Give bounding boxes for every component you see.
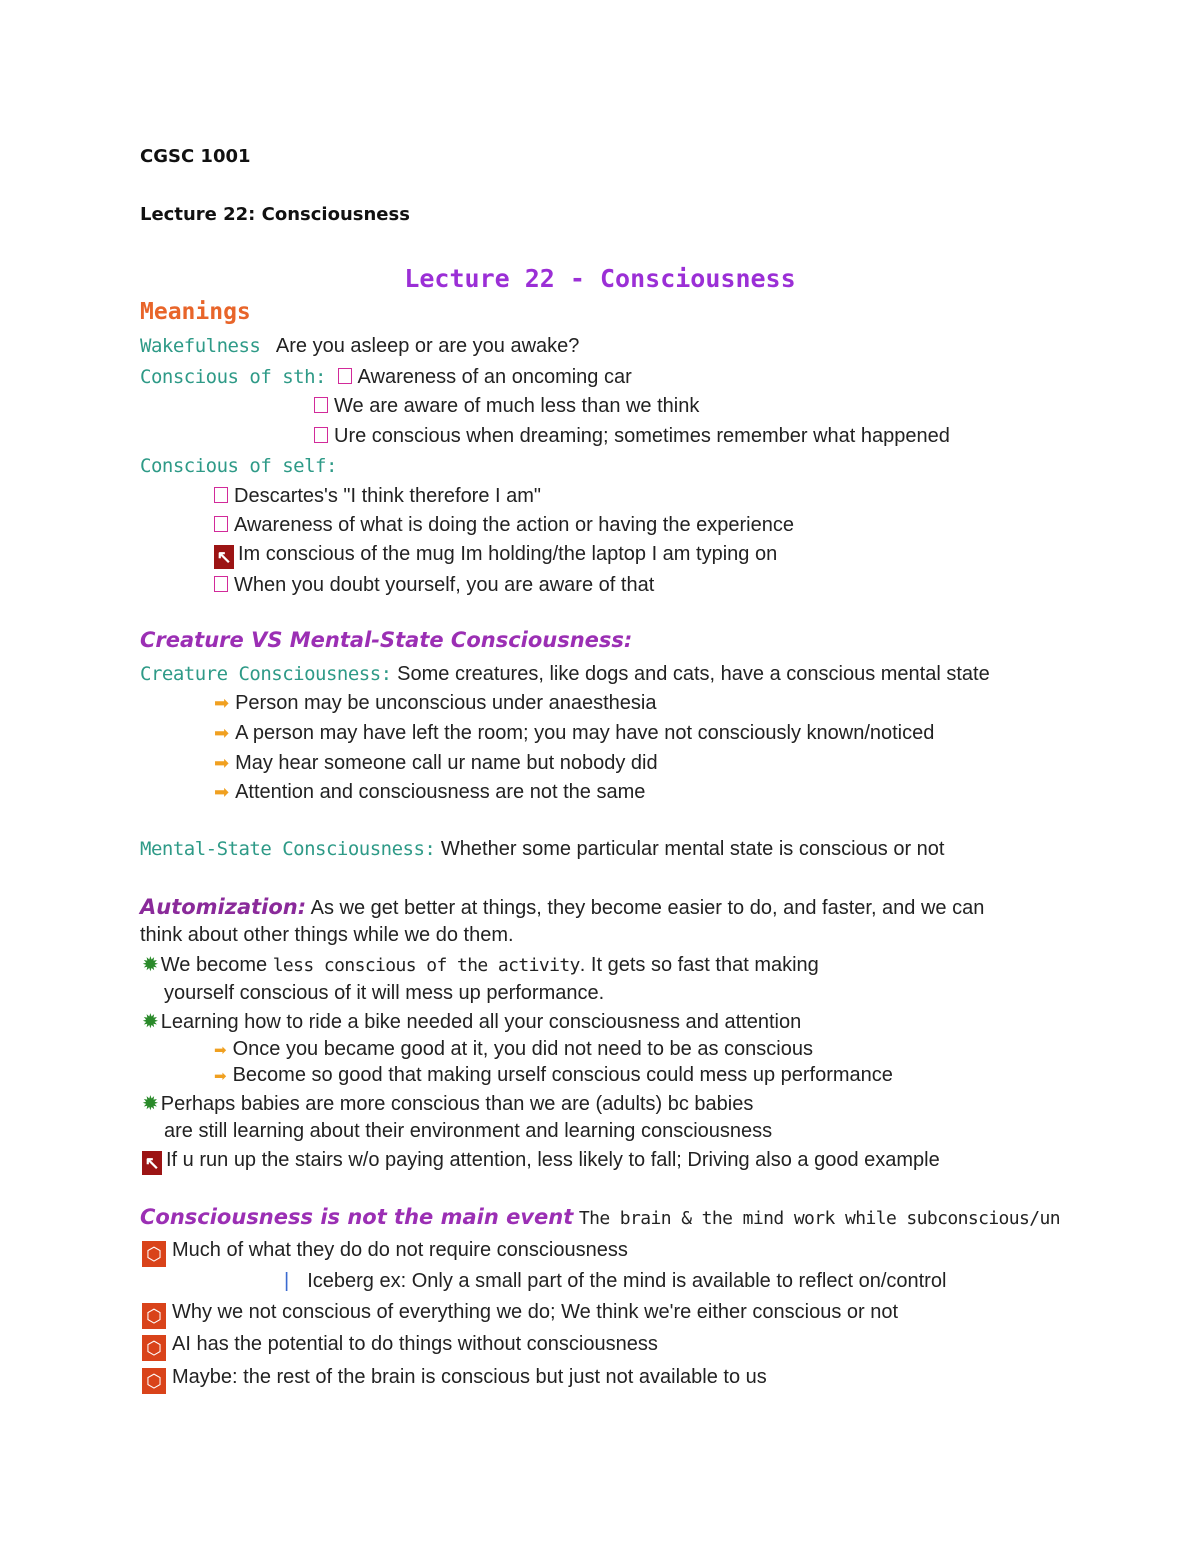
star-item-continued: yourself conscious of it will mess up performance. — [164, 982, 605, 1004]
iceberg-text: Iceberg ex: Only a small part of the mind is available to reflect on/control — [307, 1270, 947, 1292]
automization-intro: As we get better at things, they become easier to do, and faster, and we can — [310, 897, 985, 919]
creature-heading: Creature VS Mental-State Consciousness: — [140, 628, 633, 652]
arrow-icon: ➡ — [214, 723, 230, 743]
creature-item-text: May hear someone call ur name but nobody did — [235, 752, 658, 774]
hexagon-icon: ⬡ — [142, 1335, 166, 1361]
meanings-heading: Meanings — [140, 299, 251, 325]
sth-item-line — [314, 424, 950, 448]
self-item: When you doubt yourself, you are aware of that — [234, 574, 655, 596]
creature-item — [214, 721, 934, 745]
hexagon-icon: ⬡ — [142, 1368, 166, 1394]
creature-label: Creature Consciousness: — [140, 663, 392, 685]
star-item-text: We become — [160, 954, 268, 976]
self-item-line — [214, 484, 541, 508]
subitem-text: Become so good that making urself conscious could mess up performance — [232, 1064, 893, 1086]
star-item-emphasis: less conscious of the activity — [272, 955, 580, 976]
k-flag-item-text: If u run up the stairs w/o paying attention, less likely to fall; Driving also a good example — [166, 1149, 940, 1171]
creature-text: Some creatures, like dogs and cats, have a conscious mental state — [397, 663, 990, 685]
self-item-line — [214, 573, 654, 597]
star-icon: ✹ — [142, 1093, 159, 1115]
hex-item — [142, 1300, 898, 1329]
main-event-heading: Consciousness is not the main event — [140, 1205, 574, 1229]
conscious-self-label: Conscious of self: — [140, 455, 337, 477]
hex-item — [142, 1238, 628, 1267]
wakefulness-line — [140, 334, 579, 358]
automization-subitem — [214, 1037, 813, 1063]
star-item — [142, 1092, 753, 1116]
arrow-icon: ➡ — [214, 1042, 227, 1059]
creature-item — [214, 691, 656, 715]
self-item: Descartes's "I think therefore I am" — [234, 485, 542, 507]
conscious-sth-label: Conscious of sth: — [140, 366, 326, 388]
lecture-subtitle: Lecture 22: Consciousness — [140, 204, 410, 225]
mental-state-label: Mental-State Consciousness: — [140, 838, 436, 860]
conscious-sth-line — [140, 365, 632, 389]
hex-item — [142, 1332, 658, 1361]
checkbox-icon — [314, 397, 328, 413]
bar-icon: | — [284, 1270, 290, 1292]
creature-item — [214, 780, 645, 804]
k-flag-icon: ↖ — [142, 1151, 162, 1175]
checkbox-icon — [214, 487, 228, 503]
wakefulness-text: Are you asleep or are you awake? — [275, 335, 580, 357]
hex-item-text: Much of what they do do not require consciousness — [172, 1239, 628, 1261]
sth-item: Ure conscious when dreaming; sometimes remember what happened — [334, 425, 950, 447]
sth-item-line — [314, 394, 699, 418]
automization-line — [140, 895, 984, 920]
star-item — [142, 953, 819, 978]
star-item — [142, 1010, 801, 1034]
automization-subitem — [214, 1063, 893, 1089]
main-event-text: The brain & the mind work while subconscious/un — [578, 1208, 1060, 1229]
subitem-text: Once you became good at it, you did not need to be as conscious — [232, 1038, 813, 1060]
star-item-text: Learning how to ride a bike needed all your consciousness and attention — [160, 1011, 802, 1033]
arrow-icon: ➡ — [214, 753, 230, 773]
creature-item-text: Attention and consciousness are not the same — [235, 781, 646, 803]
self-item-line — [214, 513, 794, 537]
main-event-line — [140, 1205, 1060, 1231]
creature-line — [140, 662, 990, 686]
creature-item — [214, 751, 658, 775]
hex-item-text: AI has the potential to do things without consciousness — [172, 1333, 658, 1355]
arrow-icon: ➡ — [214, 1068, 227, 1085]
star-icon: ✹ — [142, 954, 159, 976]
star-item-continued: are still learning about their environment and learning consciousness — [164, 1120, 773, 1142]
sth-item: Awareness of an oncoming car — [357, 366, 632, 388]
arrow-icon: ➡ — [214, 782, 230, 802]
automization-intro-2: think about other things while we do them. — [140, 924, 514, 946]
hexagon-icon: ⬡ — [142, 1241, 166, 1267]
k-flag-icon: ↖ — [214, 545, 234, 569]
mental-state-line — [140, 837, 944, 861]
hex-item-text: Maybe: the rest of the brain is conscious but just not available to us — [172, 1366, 767, 1388]
checkbox-icon — [214, 516, 228, 532]
arrow-icon: ➡ — [214, 693, 230, 713]
sth-item: We are aware of much less than we think — [334, 395, 700, 417]
self-item-line — [214, 542, 777, 569]
mental-state-text: Whether some particular mental state is conscious or not — [440, 838, 945, 860]
k-flag-item — [142, 1148, 940, 1175]
hex-item-text: Why we not conscious of everything we do; We think we're either conscious or not — [172, 1301, 899, 1323]
checkbox-icon — [338, 368, 352, 384]
star-icon: ✹ — [142, 1011, 159, 1033]
creature-item-text: A person may have left the room; you may have not consciously known/noticed — [235, 722, 935, 744]
hexagon-icon: ⬡ — [142, 1303, 166, 1329]
checkbox-icon — [214, 576, 228, 592]
creature-item-text: Person may be unconscious under anaesthesia — [235, 692, 657, 714]
hex-item — [142, 1365, 767, 1394]
wakefulness-label: Wakefulness — [140, 335, 261, 357]
star-item-text: . It gets so fast that making — [579, 954, 819, 976]
checkbox-icon — [314, 427, 328, 443]
automization-heading: Automization: — [140, 895, 307, 919]
iceberg-item — [284, 1269, 946, 1293]
course-code: CGSC 1001 — [140, 146, 251, 167]
self-item: Im conscious of the mug Im holding/the laptop I am typing on — [238, 543, 778, 565]
self-item: Awareness of what is doing the action or having the experience — [234, 514, 794, 536]
star-item-text: Perhaps babies are more conscious than we are (adults) bc babies — [160, 1093, 754, 1115]
page-title: Lecture 22 - Consciousness — [404, 264, 796, 293]
